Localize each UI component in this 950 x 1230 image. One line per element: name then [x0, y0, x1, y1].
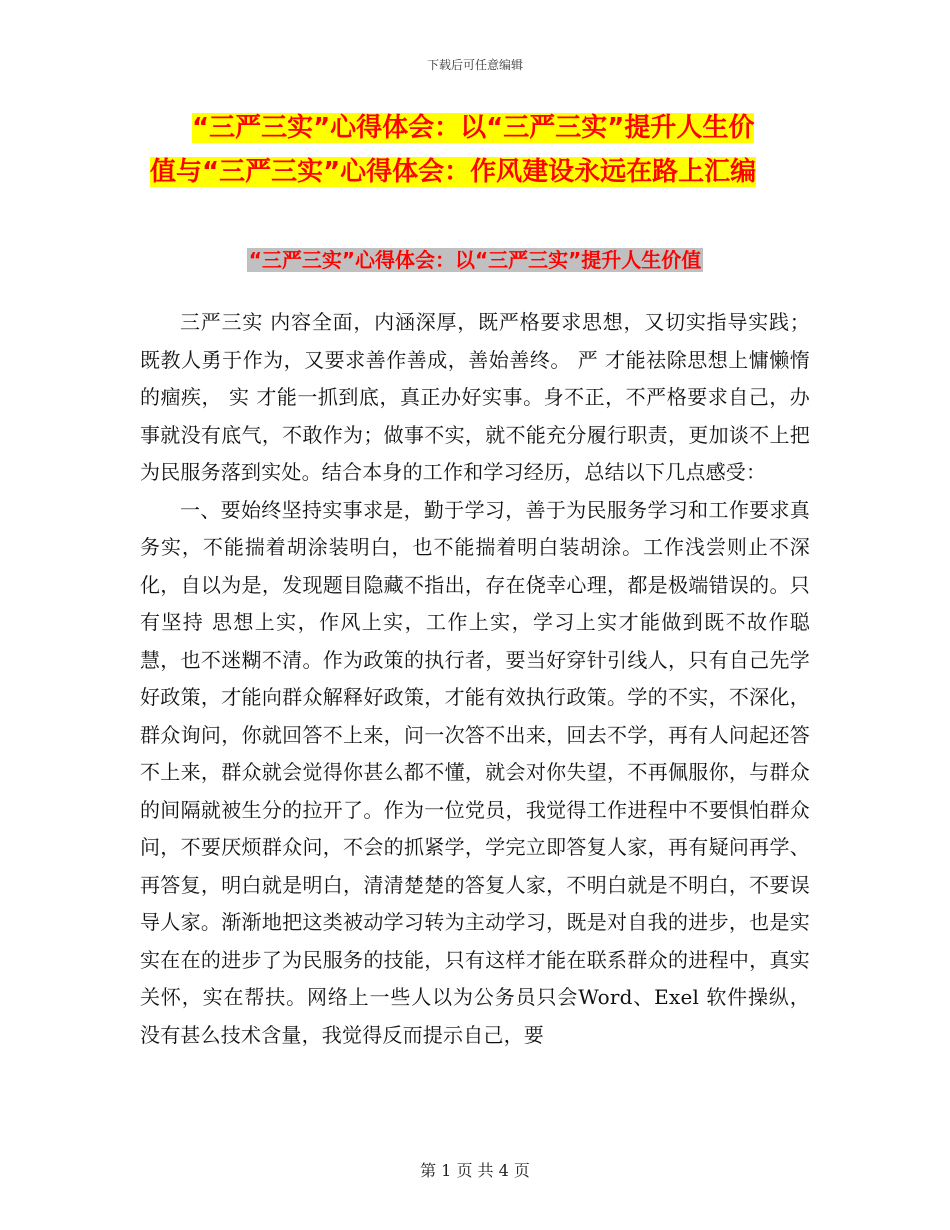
document-title	[150, 106, 830, 194]
document-title-line-1	[150, 106, 830, 150]
document-body	[140, 304, 810, 1054]
section-heading-text: “三严三实”心得体会：以“三严三实”提升人生价值	[248, 248, 702, 272]
title-line-2-text: 值与“三严三实”心得体会：作风建设永远在路上汇编	[150, 157, 757, 187]
page-header-note: 下载后可任意编辑	[426, 58, 523, 72]
document-title-line-2	[150, 150, 830, 194]
title-line-1-text: “三严三实”心得体会：以“三严三实”提升人生价	[192, 113, 755, 143]
page-number: 第 1 页 共 4 页	[420, 1161, 530, 1180]
section-heading	[0, 243, 950, 277]
body-paragraph-2: 一、要始终坚持实事求是，勤于学习，善于为民服务学习和工作要求真务实，不能揣着胡涂装明白，也不能揣着明白装胡涂。工作浅尝则止不深化，自以为是，发现题目隐藏不指出，存在侥幸心理，都是极端错误的。只有坚持 思想上实，作风上实，工作上实，学习上实才能做到既不故作聪慧，也不迷糊不清。作为政策的执行者，要当好穿针引线人，只有自己先学好政策，才能向群众解释好政策，才能有效执行政策。学的不实，不深化，群众询问，你就回答不上来，问一次答不出来，回去不学，再有人问起还答不上来，群众就会觉得你甚么都不懂，就会对你失望，不再佩服你，与群众的间隔就被生分的拉开了。作为一位党员，我觉得工作进程中不要惧怕群众问，不要厌烦群众问，不会的抓紧学，学完立即答复人家，再有疑问再学、再答复，明白就是明白，清清楚楚的答复人家，不明白就是不明白，不要误导人家。渐渐地把这类被动学习转为主动学习，既是对自我的进步，也是实实在在的进步了为民服务的技能，只有这样才能在联系群众的进程中，真实关怀，实在帮扶。网络上一些人以为公务员只会Word、Exel 软件操纵，没有甚么技术含量，我觉得反而提示自己，要	[140, 497, 810, 1047]
body-paragraph-1: 三严三实 内容全面，内涵深厚，既严格要求思想，又切实指导实践；既教人勇于作为，又要求善作善成，善始善终。 严 才能祛除思想上慵懒惰的痼疾， 实 才能一抓到底，真正办好实事。身不正，不严格要求自己，办事就没有底气，不敢作为；做事不实，就不能充分履行职责，更加谈不上把为民服务落到实处。结合本身的工作和学习经历，总结以下几点感受：	[140, 310, 810, 484]
